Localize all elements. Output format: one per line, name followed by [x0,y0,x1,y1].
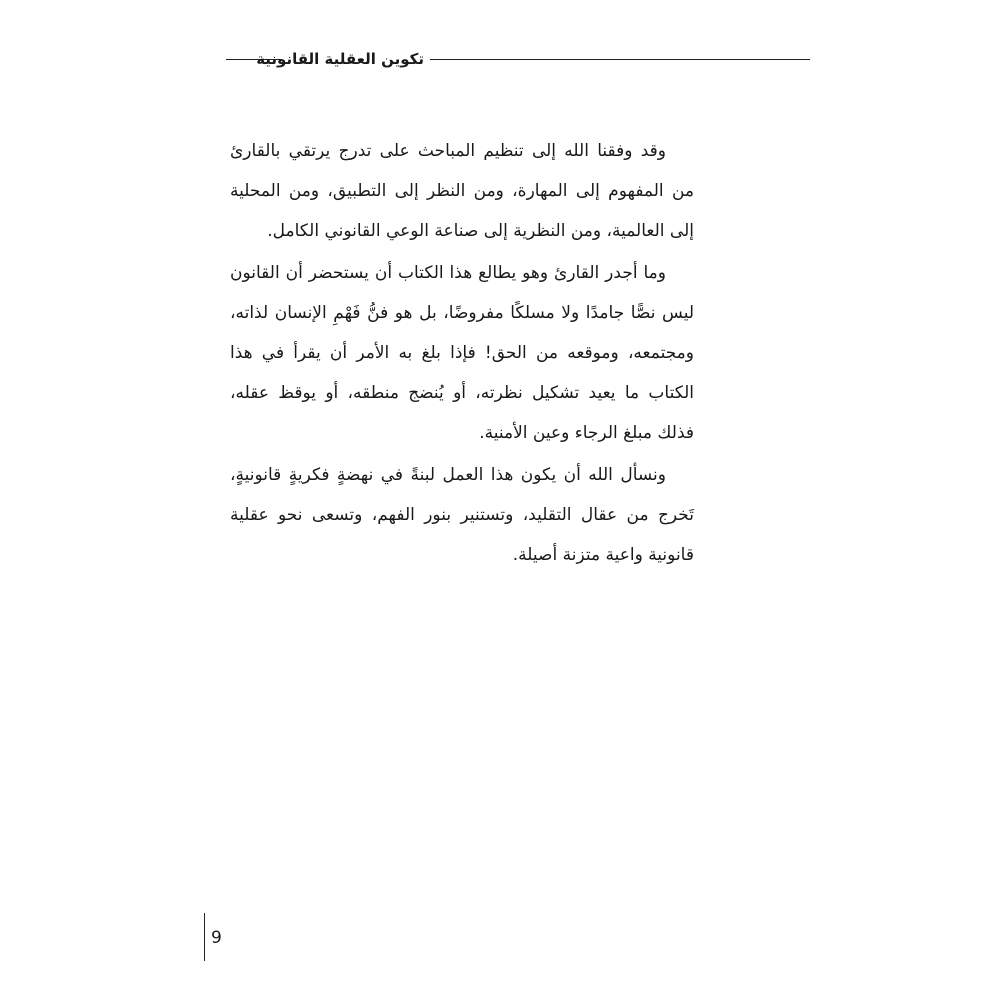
running-header-title: تكوين العقلية القانونية [256,50,424,68]
header-rule-right [430,59,810,60]
paragraph-3: ونسأل الله أن يكون هذا العمل لبنةً في نهضةٍ فكريةٍ قانونيةٍ، تَخرج من عقال التقليد، وتستنير بنور الفهم، وتسعى نحو عقلية قانونية واعية متزنة أصيلة. [230,465,694,565]
body-text [230,131,694,577]
page-number: 9 [211,928,222,948]
page-number-rule [204,913,205,961]
paragraph-1: وقد وفقنا الله إلى تنظيم المباحث على تدرج يرتقي بالقارئ من المفهوم إلى المهارة، ومن النظر إلى التطبيق، ومن المحلية إلى العالمية، ومن النظرية إلى صناعة الوعي القانوني الكامل. [230,141,694,241]
paragraph-2: وما أجدر القارئ وهو يطالع هذا الكتاب أن يستحضر أن القانون ليس نصًّا جامدًا ولا مسلكًا مفروضًا، بل هو فنُّ فَهْمِ الإنسان لذاته، ومجتمعه، وموقعه من الحق! فإذا بلغ به الأمر أن يقرأ في هذا الكتاب ما يعيد تشكيل نظرته، أو يُنضج منطقه، أو يوقظ عقله، فذلك مبلغ الرجاء وعين الأمنية. [230,263,694,443]
running-header [226,46,810,74]
